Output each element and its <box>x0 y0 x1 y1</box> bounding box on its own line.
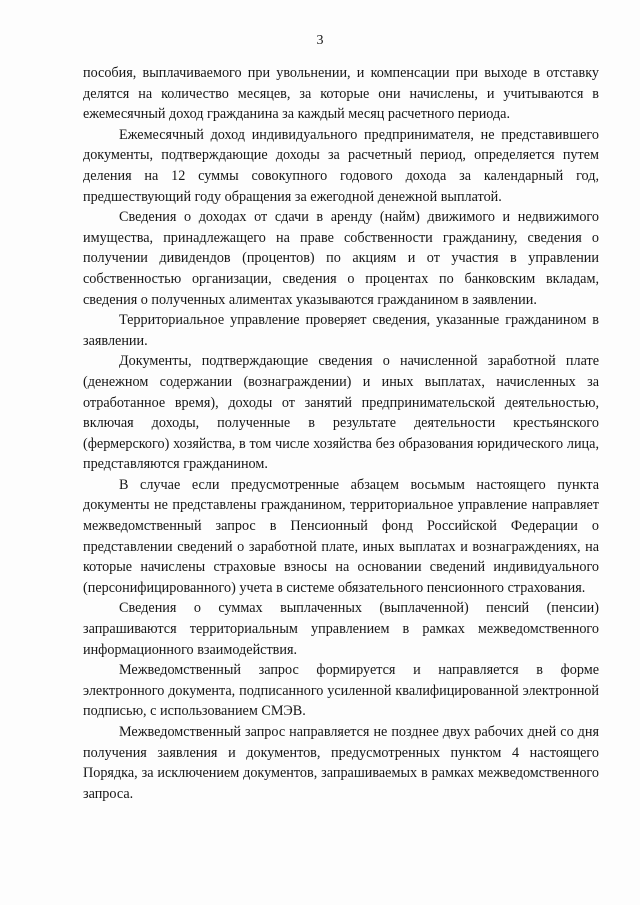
paragraph-8: Межведомственный запрос формируется и направляется в форме электронного документа, подписанного усиленной квалифицированной электронной подписью, с использованием СМЭВ. <box>83 662 599 720</box>
paragraph-1: пособия, выплачиваемого при увольнении, и компенсации при выходе в отставку делятся на количество месяцев, за которые они начислены, и учитываются в ежемесячный доход гражданина за каждый месяц расчетного периода. <box>83 65 599 123</box>
paragraph-5: Документы, подтверждающие сведения о начисленной заработной плате (денежном содержании (вознаграждении) и иных выплатах, начисленных за отработанное время), доходы от занятий предпринимательской деятельностью, включая доходы, полученные в результате деятельности крестьянского (фермерского) хозяйства, в том числе хозяйства без образования юридического лица, представляются гражданином. <box>83 353 599 473</box>
paragraph-9: Межведомственный запрос направляется не позднее двух рабочих дней со дня получения заявления и документов, предусмотренных пунктом 4 настоящего Порядка, за исключением документов, запрашиваемых в рамках межведомственного запроса. <box>83 724 599 802</box>
document-body <box>83 63 599 804</box>
paragraph-2: Ежемесячный доход индивидуального предпринимателя, не представившего документы, подтверждающие доходы за расчетный период, определяется путем деления на 12 суммы совокупного годового дохода за календарный год, предшествующий году обращения за ежегодной денежной выплатой. <box>83 126 599 205</box>
page-number: 3 <box>316 33 324 48</box>
paragraph-3: Сведения о доходах от сдачи в аренду (найм) движимого и недвижимого имущества, принадлежащего на праве собственности гражданину, сведения о получении дивидендов (процентов) по акциям и от участия в управлении собственностью организации, сведения о процентах по банковским вкладам, сведения о полученных алиментах указываются гражданином в заявлении. <box>83 209 599 308</box>
paragraph-6: В случае если предусмотренные абзацем восьмым настоящего пункта документы не представлены гражданином, территориальное управление направляет межведомственный запрос в Пенсионный фонд Российской Федерации о представлении сведений о заработной плате, иных выплатах и вознаграждениях, на которые начислены страховые взносы на основании сведений индивидуального (персонифицированного) учета в системе обязательного пенсионного страхования. <box>83 476 599 596</box>
paragraph-4: Территориальное управление проверяет сведения, указанные гражданином в заявлении. <box>83 312 599 349</box>
paragraph-7: Сведения о суммах выплаченных (выплаченной) пенсий (пенсии) запрашиваются территориальным управлением в рамках межведомственного информационного взаимодействия. <box>83 600 599 658</box>
